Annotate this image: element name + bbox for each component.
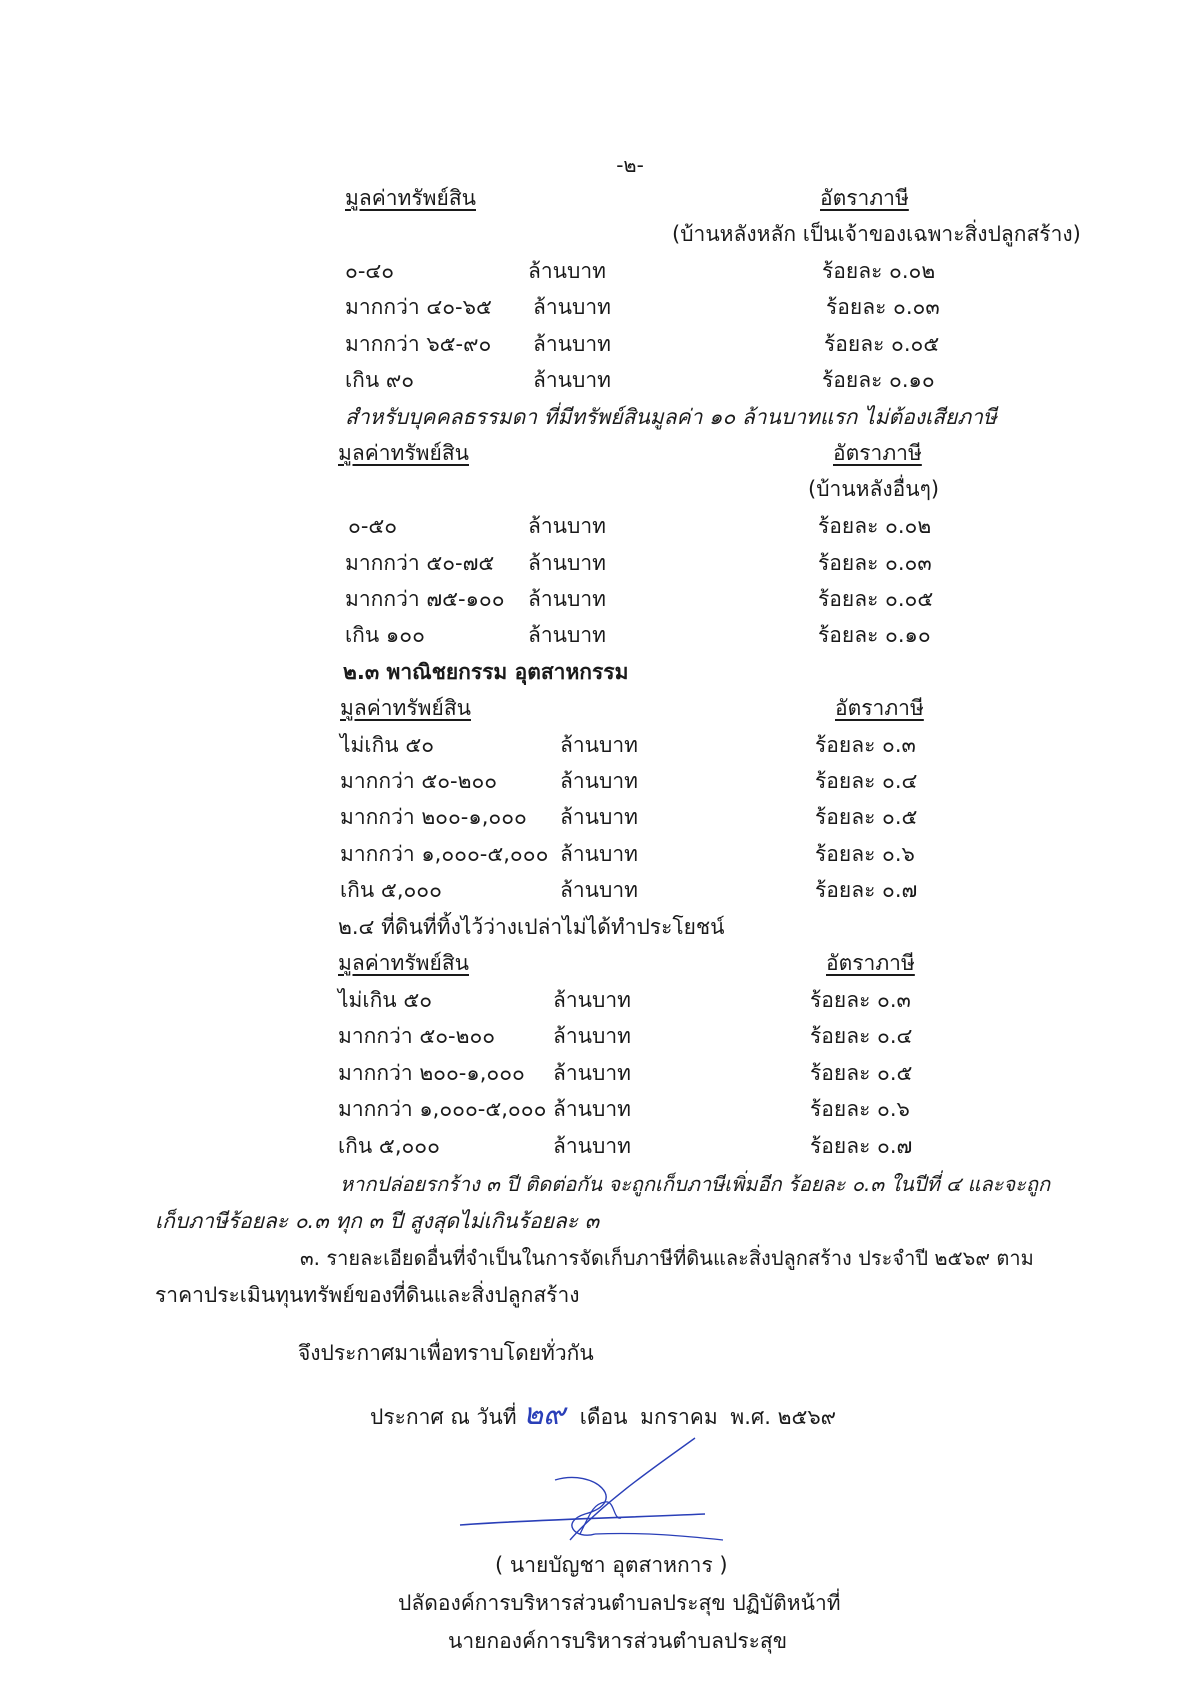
table-row-rate: ร้อยละ ๐.๐๓ bbox=[826, 295, 940, 319]
table-row-rate: ร้อยละ ๐.๓ bbox=[810, 988, 911, 1012]
table-row-range: มากกว่า ๔๐-๖๕ bbox=[345, 295, 492, 319]
table-row-range: มากกว่า ๑,๐๐๐-๕,๐๐๐ bbox=[338, 1097, 547, 1121]
item3-line1: ๓. รายละเอียดอื่นที่จำเป็นในการจัดเก็บภาษีที่ดินและสิ่งปลูกสร้าง ประจำปี ๒๕๖๙ ตาม bbox=[300, 1246, 1034, 1270]
section-d-header-value: มูลค่าทรัพย์สิน bbox=[338, 951, 469, 975]
table-row-range: มากกว่า ๗๕-๑๐๐ bbox=[345, 587, 505, 611]
table-row-rate: ร้อยละ ๐.๐๓ bbox=[818, 551, 932, 575]
table-row-rate: ร้อยละ ๐.๐๒ bbox=[818, 514, 932, 538]
section-b-header-value: มูลค่าทรัพย์สิน bbox=[338, 441, 469, 465]
table-row-rate: ร้อยละ ๐.๑๐ bbox=[822, 368, 935, 392]
date-prefix: ประกาศ ณ วันที่ bbox=[370, 1405, 517, 1429]
section-b-note: (บ้านหลังอื่นๆ) bbox=[808, 477, 940, 501]
table-row-rate: ร้อยละ ๐.๖ bbox=[815, 842, 915, 866]
table-row-range: ๐-๔๐ bbox=[345, 259, 395, 283]
table-row-rate: ร้อยละ ๐.๐๕ bbox=[824, 332, 940, 356]
announcement: จึงประกาศมาเพื่อทราบโดยทั่วกัน bbox=[298, 1341, 594, 1365]
table-row-rate: ร้อยละ ๐.๔ bbox=[810, 1024, 913, 1048]
table-row-rate: ร้อยละ ๐.๖ bbox=[810, 1097, 910, 1121]
table-row-unit: ล้านบาท bbox=[560, 733, 638, 757]
table-row-unit: ล้านบาท bbox=[553, 1097, 631, 1121]
date-line bbox=[370, 1397, 837, 1432]
table-row-range: เกิน ๕,๐๐๐ bbox=[340, 878, 442, 902]
date-year-label: พ.ศ. bbox=[730, 1405, 771, 1429]
table-row-unit: ล้านบาท bbox=[553, 1061, 631, 1085]
table-row-rate: ร้อยละ ๐.๕ bbox=[810, 1061, 913, 1085]
table-row-unit: ล้านบาท bbox=[553, 1134, 631, 1158]
table-row-range: มากกว่า ๕๐-๒๐๐ bbox=[340, 769, 498, 793]
section-a-footnote: สำหรับบุคคลธรรมดา ที่มีทรัพย์สินมูลค่า ๑๐ ล้านบาทแรก ไม่ต้องเสียภาษี bbox=[345, 405, 997, 429]
table-row-range: ไม่เกิน ๕๐ bbox=[340, 733, 435, 757]
table-row-rate: ร้อยละ ๐.๐๕ bbox=[818, 587, 934, 611]
table-row-unit: ล้านบาท bbox=[560, 842, 638, 866]
table-row-unit: ล้านบาท bbox=[560, 805, 638, 829]
table-row-rate: ร้อยละ ๐.๕ bbox=[815, 805, 918, 829]
table-row-range: มากกว่า ๒๐๐-๑,๐๐๐ bbox=[338, 1061, 525, 1085]
section-c-header-rate: อัตราภาษี bbox=[835, 696, 924, 720]
table-row-range: เกิน ๑๐๐ bbox=[345, 623, 425, 647]
table-row-rate: ร้อยละ ๐.๗ bbox=[810, 1134, 913, 1158]
table-row-unit: ล้านบาท bbox=[533, 368, 611, 392]
section-d-title: ๒.๔ ที่ดินที่ทิ้งไว้ว่างเปล่าไม่ได้ทำประโยชน์ bbox=[338, 915, 725, 939]
section-c-header-value: มูลค่าทรัพย์สิน bbox=[340, 696, 471, 720]
table-row-range: เกิน ๕,๐๐๐ bbox=[338, 1134, 440, 1158]
table-row-unit: ล้านบาท bbox=[560, 878, 638, 902]
table-row-unit: ล้านบาท bbox=[528, 587, 606, 611]
table-row-unit: ล้านบาท bbox=[533, 332, 611, 356]
signer-name: ( นายบัญชา อุตสาหการ ) bbox=[495, 1553, 728, 1577]
section-d-header-rate: อัตราภาษี bbox=[826, 951, 915, 975]
date-year: ๒๕๖๙ bbox=[777, 1405, 837, 1429]
table-row-rate: ร้อยละ ๐.๑๐ bbox=[818, 623, 931, 647]
signer-position-line1: ปลัดองค์การบริหารส่วนตำบลประสุข ปฏิบัติหน้าที่ bbox=[398, 1591, 841, 1615]
table-row-unit: ล้านบาท bbox=[528, 551, 606, 575]
section-d-footnote-line1: หากปล่อยรกร้าง ๓ ปี ติดต่อกัน จะถูกเก็บภาษีเพิ่มอีก ร้อยละ ๐.๓ ในปีที่ ๔ และจะถูก bbox=[340, 1172, 1051, 1196]
table-row-range: ๐-๕๐ bbox=[348, 514, 398, 538]
page-number: -๒- bbox=[616, 153, 644, 177]
table-row-rate: ร้อยละ ๐.๗ bbox=[815, 878, 918, 902]
table-row-range: มากกว่า ๕๐-๒๐๐ bbox=[338, 1024, 496, 1048]
table-row-unit: ล้านบาท bbox=[533, 295, 611, 319]
table-row-range: ไม่เกิน ๕๐ bbox=[338, 988, 433, 1012]
section-a-note: (บ้านหลังหลัก เป็นเจ้าของเฉพาะสิ่งปลูกสร้าง) bbox=[672, 222, 1081, 246]
date-month: มกราคม bbox=[640, 1405, 718, 1429]
date-day: ๒๙ bbox=[523, 1397, 565, 1432]
table-row-unit: ล้านบาท bbox=[553, 988, 631, 1012]
date-month-label: เดือน bbox=[579, 1405, 628, 1429]
table-row-range: เกิน ๙๐ bbox=[345, 368, 415, 392]
table-row-unit: ล้านบาท bbox=[553, 1024, 631, 1048]
table-row-unit: ล้านบาท bbox=[560, 769, 638, 793]
signature-scribble bbox=[455, 1430, 785, 1550]
section-a-header-value: มูลค่าทรัพย์สิน bbox=[345, 186, 476, 210]
signer-position-line2: นายกองค์การบริหารส่วนตำบลประสุข bbox=[448, 1629, 788, 1653]
table-row-range: มากกว่า ๒๐๐-๑,๐๐๐ bbox=[340, 805, 527, 829]
table-row-rate: ร้อยละ ๐.๓ bbox=[815, 733, 916, 757]
table-row-unit: ล้านบาท bbox=[528, 259, 606, 283]
table-row-range: มากกว่า ๑,๐๐๐-๕,๐๐๐ bbox=[340, 842, 549, 866]
table-row-rate: ร้อยละ ๐.๐๒ bbox=[822, 259, 936, 283]
section-b-header-rate: อัตราภาษี bbox=[833, 441, 922, 465]
table-row-unit: ล้านบาท bbox=[528, 514, 606, 538]
table-row-range: มากกว่า ๕๐-๗๕ bbox=[345, 551, 495, 575]
section-a-header-rate: อัตราภาษี bbox=[820, 186, 909, 210]
item3-line2: ราคาประเมินทุนทรัพย์ของที่ดินและสิ่งปลูกสร้าง bbox=[155, 1283, 580, 1307]
section-c-title: ๒.๓ พาณิชยกรรม อุตสาหกรรม bbox=[343, 660, 629, 684]
section-d-footnote-line2: เก็บภาษีร้อยละ ๐.๓ ทุก ๓ ปี สูงสุดไม่เกินร้อยละ ๓ bbox=[155, 1209, 600, 1233]
table-row-unit: ล้านบาท bbox=[528, 623, 606, 647]
table-row-range: มากกว่า ๖๕-๙๐ bbox=[345, 332, 492, 356]
table-row-rate: ร้อยละ ๐.๔ bbox=[815, 769, 918, 793]
